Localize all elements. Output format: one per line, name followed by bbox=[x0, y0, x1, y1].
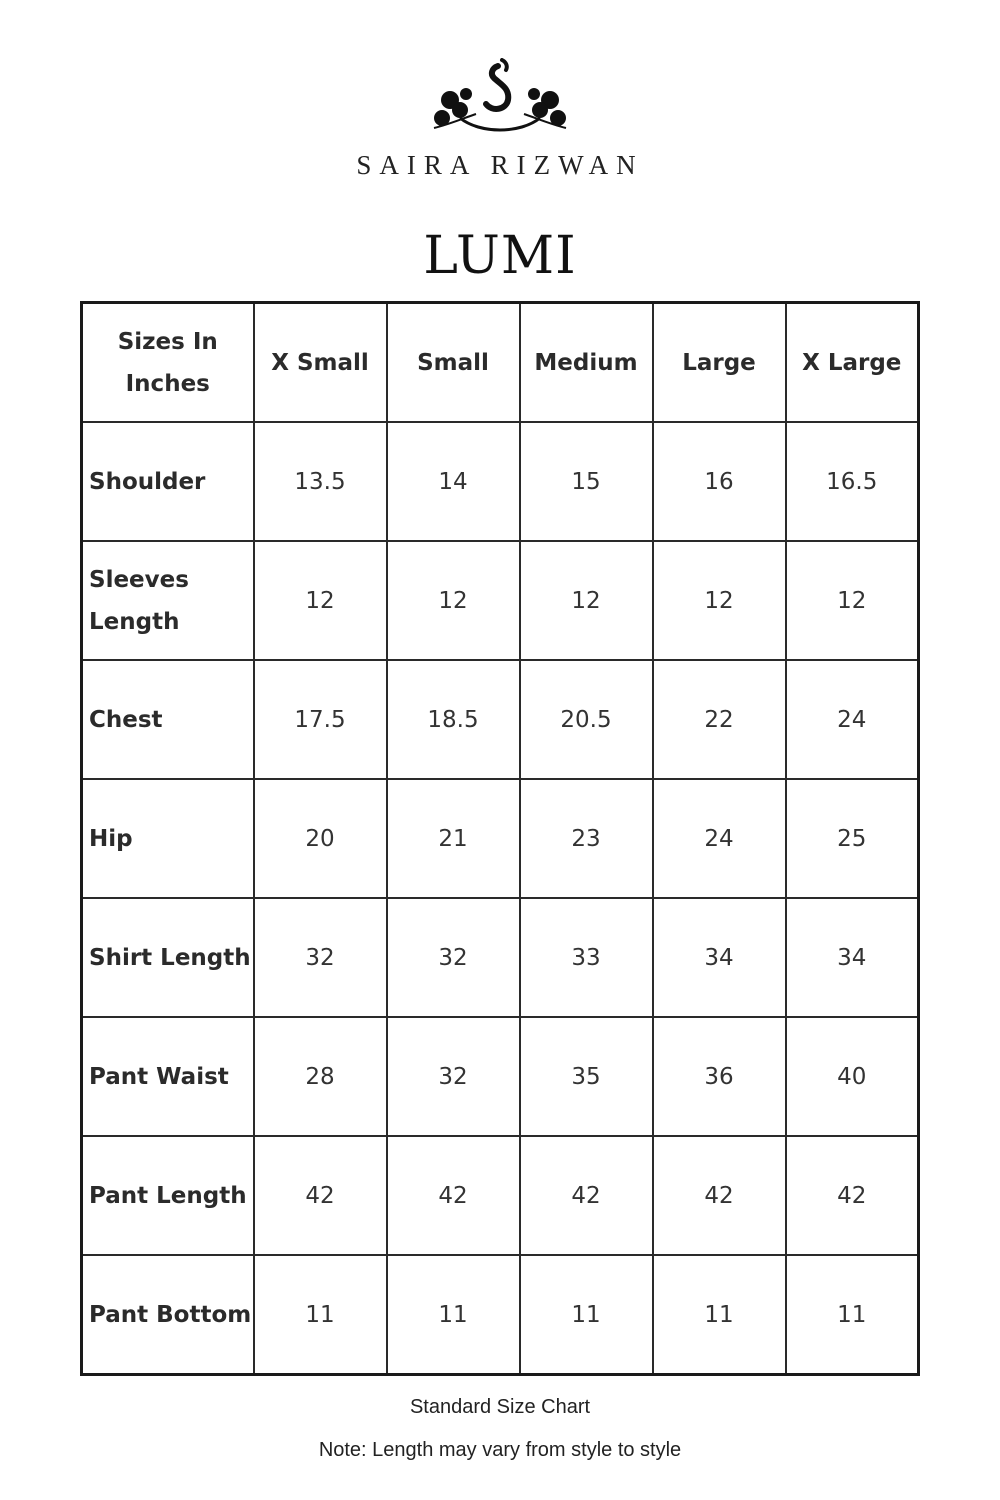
brand-logo-icon bbox=[430, 58, 570, 140]
table-cell: 18.5 bbox=[387, 660, 520, 779]
column-header: X Large bbox=[786, 303, 919, 423]
column-header: Large bbox=[653, 303, 786, 423]
table-cell: 16 bbox=[653, 422, 786, 541]
table-cell: 34 bbox=[653, 898, 786, 1017]
table-cell: 15 bbox=[520, 422, 653, 541]
chart-caption: Standard Size Chart bbox=[409, 1396, 591, 1418]
table-cell: 17.5 bbox=[254, 660, 387, 779]
header-row bbox=[82, 303, 919, 423]
table-cell: 40 bbox=[786, 1017, 919, 1136]
table-cell: 32 bbox=[387, 1017, 520, 1136]
table-cell: 11 bbox=[520, 1255, 653, 1375]
row-label: Hip bbox=[82, 779, 254, 898]
table-cell: 42 bbox=[254, 1136, 387, 1255]
table-row bbox=[82, 1255, 919, 1375]
table-cell: 11 bbox=[254, 1255, 387, 1375]
table-cell: 20.5 bbox=[520, 660, 653, 779]
column-header: Medium bbox=[520, 303, 653, 423]
row-label: Pant Length bbox=[82, 1136, 254, 1255]
row-label: Chest bbox=[82, 660, 254, 779]
row-label: Sleeves Length bbox=[82, 541, 254, 660]
table-cell: 24 bbox=[786, 660, 919, 779]
table-row bbox=[82, 660, 919, 779]
page-title: LUMI bbox=[423, 226, 577, 286]
table-cell: 24 bbox=[653, 779, 786, 898]
table-cell: 42 bbox=[653, 1136, 786, 1255]
table-cell: 23 bbox=[520, 779, 653, 898]
table-cell: 33 bbox=[520, 898, 653, 1017]
table-cell: 12 bbox=[786, 541, 919, 660]
table-cell: 22 bbox=[653, 660, 786, 779]
row-label: Pant Waist bbox=[82, 1017, 254, 1136]
table-cell: 32 bbox=[387, 898, 520, 1017]
table-cell: 12 bbox=[387, 541, 520, 660]
row-label: Pant Bottom bbox=[82, 1255, 254, 1375]
table-cell: 20 bbox=[254, 779, 387, 898]
row-label: Shoulder bbox=[82, 422, 254, 541]
table-cell: 42 bbox=[387, 1136, 520, 1255]
table-cell: 16.5 bbox=[786, 422, 919, 541]
table-cell: 11 bbox=[786, 1255, 919, 1375]
table-cell: 28 bbox=[254, 1017, 387, 1136]
brand-name: SAIRA RIZWAN bbox=[356, 150, 644, 180]
table-cell: 25 bbox=[786, 779, 919, 898]
table-cell: 11 bbox=[387, 1255, 520, 1375]
table-cell: 12 bbox=[254, 541, 387, 660]
table-cell: 14 bbox=[387, 422, 520, 541]
table-cell: 12 bbox=[520, 541, 653, 660]
table-cell: 21 bbox=[387, 779, 520, 898]
table-cell: 13.5 bbox=[254, 422, 387, 541]
table-cell: 34 bbox=[786, 898, 919, 1017]
table-cell: 42 bbox=[520, 1136, 653, 1255]
column-header: Small bbox=[387, 303, 520, 423]
table-cell: 42 bbox=[786, 1136, 919, 1255]
table-row bbox=[82, 541, 919, 660]
table-row bbox=[82, 779, 919, 898]
table-cell: 12 bbox=[653, 541, 786, 660]
size-chart-table bbox=[80, 301, 920, 1376]
footer-note: Note: Length may vary from style to style bbox=[318, 1439, 682, 1461]
table-cell: 35 bbox=[520, 1017, 653, 1136]
table-row bbox=[82, 898, 919, 1017]
table-cell: 36 bbox=[653, 1017, 786, 1136]
column-header: Sizes In Inches bbox=[82, 303, 254, 423]
table-cell: 11 bbox=[653, 1255, 786, 1375]
table-row bbox=[82, 422, 919, 541]
table-row bbox=[82, 1017, 919, 1136]
table-row bbox=[82, 1136, 919, 1255]
table-cell: 32 bbox=[254, 898, 387, 1017]
row-label: Shirt Length bbox=[82, 898, 254, 1017]
column-header: X Small bbox=[254, 303, 387, 423]
